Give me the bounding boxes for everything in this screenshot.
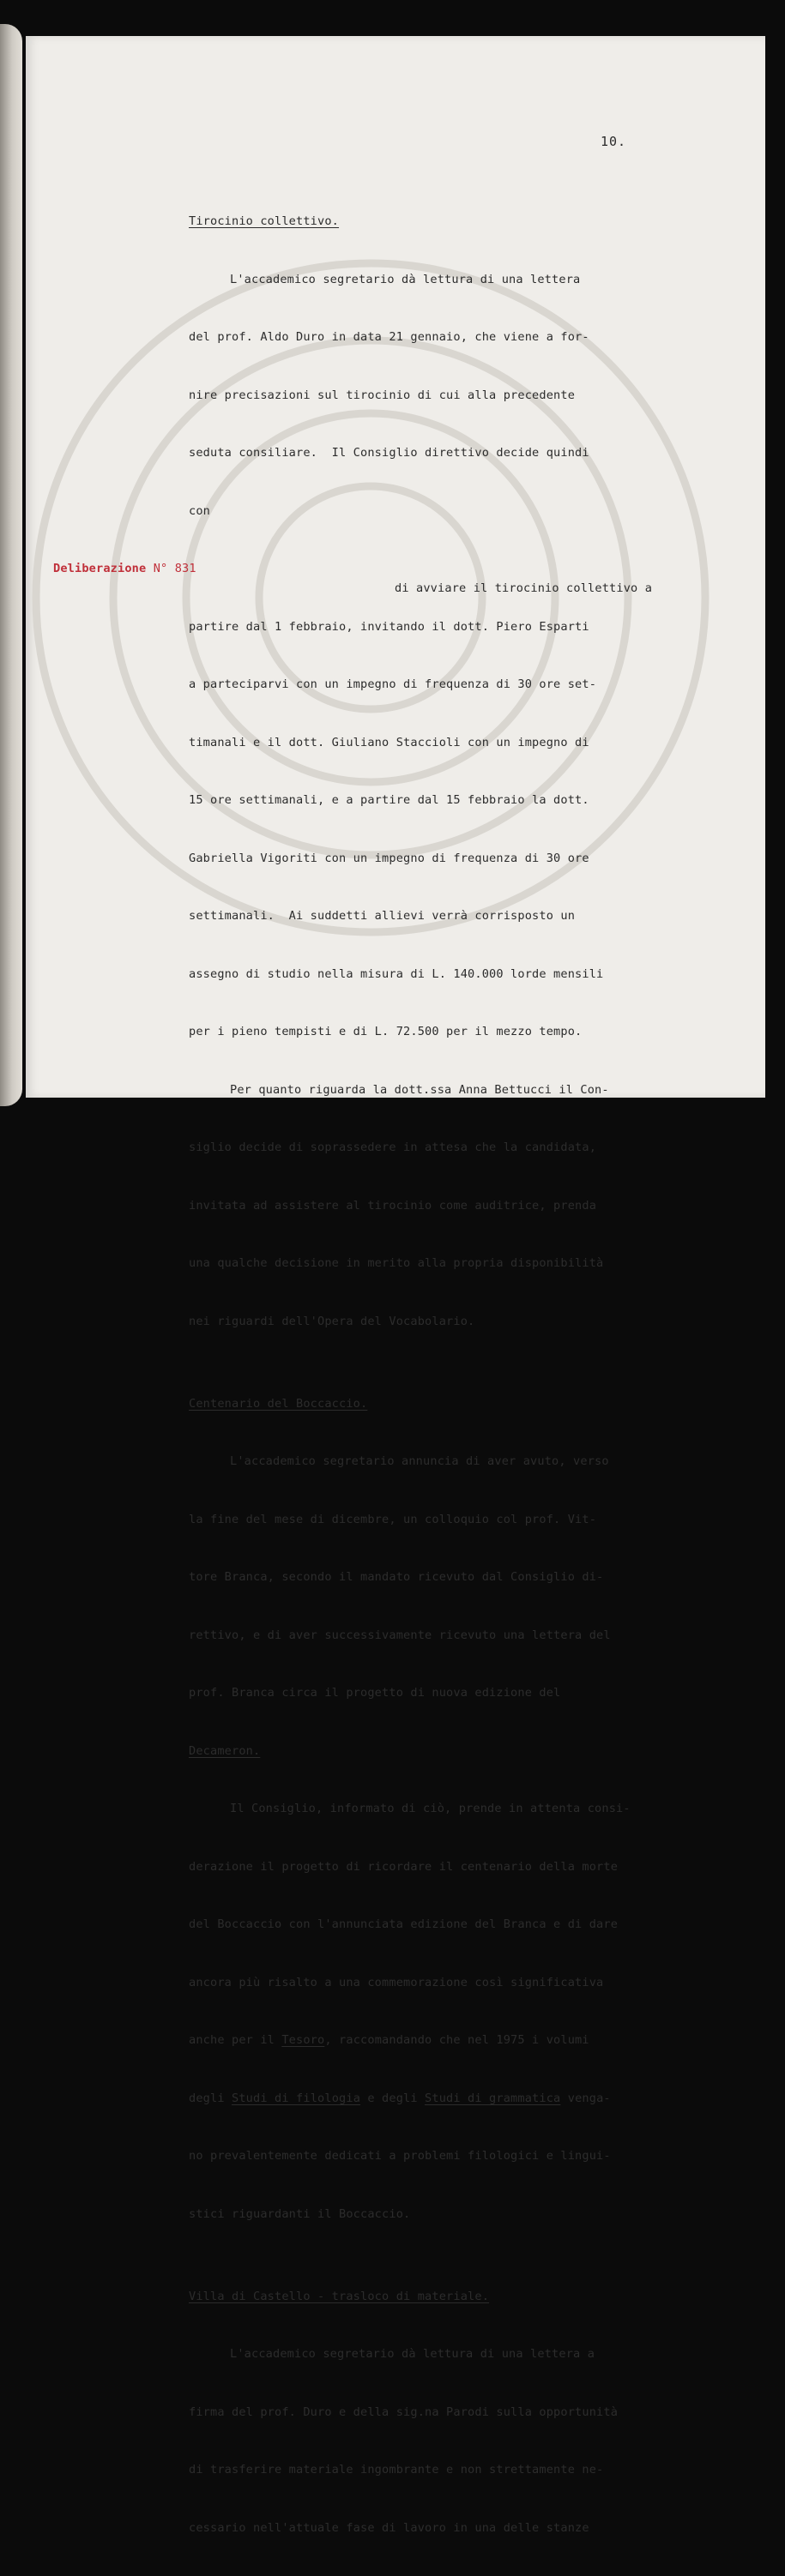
text-line: tore Branca, secondo il mandato ricevuto dal Consiglio di- [189, 1570, 604, 1584]
text-line: la fine del mese di dicembre, un colloquio col prof. Vit- [189, 1512, 597, 1526]
text-line: firma del prof. Duro e della sig.na Parodi sulla opportunità [189, 2404, 619, 2419]
text-line: stici riguardanti il Boccaccio. [189, 2206, 411, 2221]
text-line: 15 ore settimanali, e a partire dal 15 febbraio la dott. [189, 793, 589, 807]
text-line: nei riguardi dell'Opera del Vocabolario. [189, 1314, 475, 1328]
text-line: Gabriella Vigoriti con un impegno di frequenza di 30 ore [189, 851, 589, 865]
text-line: L'accademico segretario dà lettura di una lettera a [230, 2347, 595, 2361]
text-line: settimanali. Ai suddetti allievi verrà corrisposto un [189, 909, 576, 923]
text-line: prof. Branca circa il progetto di nuova edizione del [189, 1686, 561, 1700]
text-line: ancora più risalto a una commemorazione così significativa [189, 1975, 604, 1989]
text-line: con [189, 503, 211, 518]
text-line: siglio decide di soprassedere in attesa che la candidata, [189, 1141, 597, 1154]
text-line: cessario nell'attuale fase di lavoro in una delle stanze [189, 2520, 589, 2535]
text-line: degli Studi di filologia e degli Studi di grammatica venga- [189, 2091, 611, 2105]
page-number: 10. [601, 134, 627, 149]
text-line: assegno di studio nella misura di L. 140.000 lorde mensili [189, 966, 604, 981]
text-line: L'accademico segretario annuncia di aver avuto, verso [230, 1454, 609, 1468]
text-line: derazione il progetto di ricordare il centenario della morte [189, 1859, 619, 1874]
text-line: Decameron. [189, 1743, 261, 1758]
section-heading-boccaccio: Centenario del Boccaccio. [189, 1396, 368, 1411]
text-line: una qualche decisione in merito alla propria disponibilità [189, 1256, 604, 1270]
text-line: anche per il Tesoro, raccomandando che nel 1975 i volumi [189, 2033, 589, 2047]
text-line: L'accademico segretario dà lettura di una lettera [230, 272, 581, 286]
text-line: per i pieno tempisti e di L. 72.500 per il mezzo tempo. [189, 1025, 583, 1038]
document-page [26, 36, 765, 2535]
text-line: seduta consiliare. Il Consiglio direttivo decide quindi [189, 446, 589, 460]
text-line: rettivo, e di aver successivamente ricevuto una lettera del [189, 1628, 611, 1642]
text-line: nire precisazioni sul tirocinio di cui alla precedente [189, 388, 576, 402]
text-line: a parteciparvi con un impegno di frequenza di 30 ore set- [189, 677, 597, 691]
text-line: invitata ad assistere al tirocinio come auditrice, prenda [189, 1198, 597, 1213]
text-line: Per quanto riguarda la dott.ssa Anna Bettucci il Con- [230, 1082, 609, 1097]
text-line: del prof. Aldo Duro in data 21 gennaio, che viene a for- [189, 330, 589, 344]
deliberation-line: Deliberazione N° 831 di avviare il tirocinio collettivo a [189, 559, 669, 579]
typed-text-body [53, 173, 669, 2576]
text-line: timanali e il dott. Giuliano Staccioli con un impegno di [189, 735, 589, 749]
text-line: Il Consiglio, informato di ciò, prende in attenta consi- [230, 1802, 631, 1815]
section-heading-villa-castello: Villa di Castello - trasloco di materiale. [189, 2289, 490, 2303]
facing-page-edge [0, 24, 22, 1106]
text-line: partire dal 1 febbraio, invitando il dott. Piero Esparti [189, 619, 589, 634]
deliberation-stamp: Deliberazione N° 831 [53, 562, 196, 575]
section-heading-tirocinio: Tirocinio collettivo. [189, 214, 340, 228]
text-line: del Boccaccio con l'annunciata edizione del Branca e di dare [189, 1917, 619, 1931]
text-line: di trasferire materiale ingombrante e non strettamente ne- [189, 2463, 604, 2477]
text-line: no prevalentemente dedicati a problemi filologici e lingui- [189, 2149, 611, 2163]
